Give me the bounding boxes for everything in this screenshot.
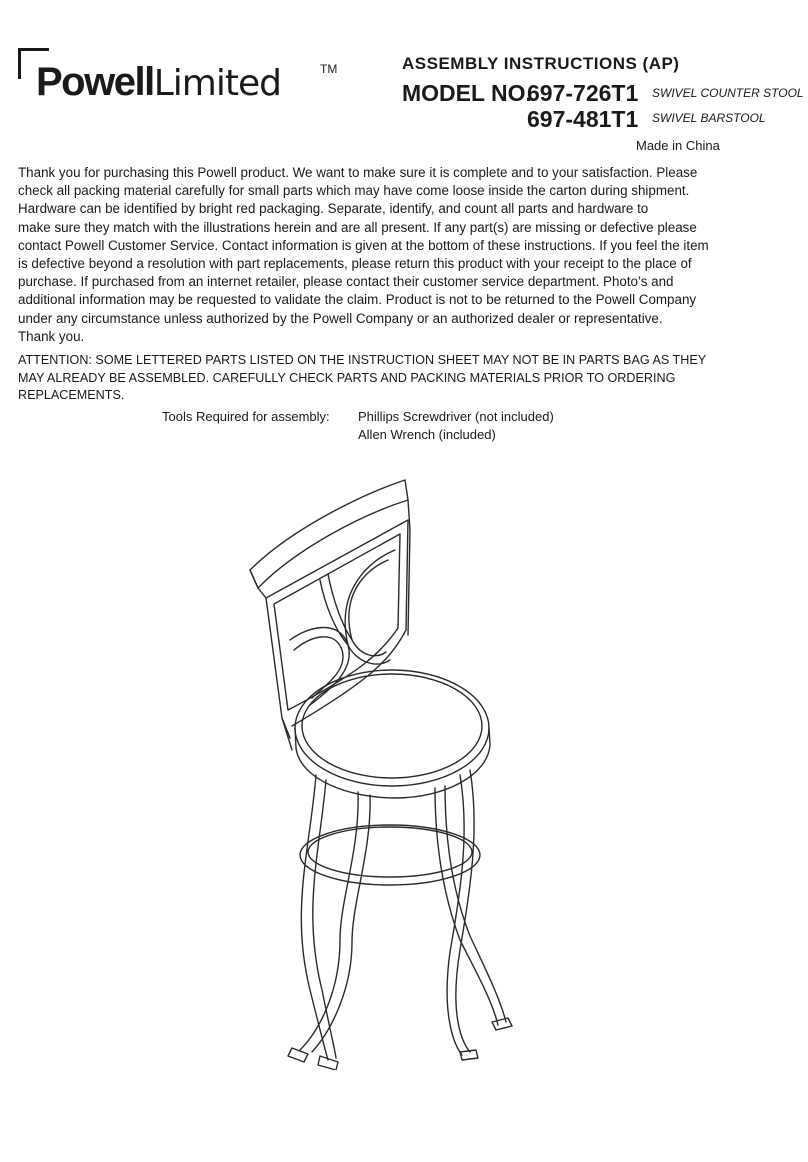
attention-line: ATTENTION: SOME LETTERED PARTS LISTED ON THE INSTRUCTION SHEET MAY NOT BE IN PARTS BAG AS THEY	[18, 353, 707, 367]
intro-line: Thank you for purchasing this Powell product. We want to make sure it is complete and to your satisfaction. Please	[18, 165, 698, 180]
intro-line: check all packing material carefully for small parts which may have come loose inside the carton during shipment.	[18, 183, 690, 199]
attention-line: MAY ALREADY BE ASSEMBLED. CAREFULLY CHECK PARTS AND PACKING MATERIALS PRIOR TO ORDERING	[18, 370, 676, 385]
logo-bold-text: Powell	[36, 60, 154, 104]
intro-line: make sure they match with the illustrations herein and are all present. If any part(s) are missing or defective please	[18, 219, 697, 235]
logo-trademark: TM	[320, 62, 338, 76]
swivel-stool-illustration	[230, 470, 530, 1070]
intro-line: Hardware can be identified by bright red packaging. Separate, identify, and count all parts and hardware to	[18, 201, 649, 217]
intro-line: purchase. If purchased from an internet retailer, please contact their customer service department. Photo’s and	[18, 274, 674, 290]
intro-line: under any circumstance unless authorized by the Powell Company or an authorized dealer or representative.	[18, 310, 663, 326]
logo-light-text: Limited	[153, 63, 281, 104]
powell-limited-logo	[18, 48, 348, 108]
model-type-2: SWIVEL BARSTOOL	[652, 111, 766, 125]
attention-notice	[18, 352, 778, 405]
attention-line: REPLACEMENTS.	[18, 388, 125, 402]
logo-wordmark	[36, 60, 281, 106]
intro-line: contact Powell Customer Service. Contact information is given at the bottom of these instructions. If you feel the item	[18, 237, 709, 253]
tools-required-label: Tools Required for assembly:	[162, 409, 330, 424]
intro-line: is defective beyond a resolution with part replacements, please return this product with your receipt to the place of	[18, 256, 692, 272]
intro-paragraph	[18, 164, 788, 346]
tool-item: Allen Wrench (included)	[358, 427, 496, 442]
intro-line: additional information may be requested to validate the claim. Product is not to be returned to the Powell Company	[18, 292, 697, 308]
model-number-2: 697-481T1	[527, 106, 639, 132]
model-number-label: MODEL NO.	[402, 80, 532, 106]
intro-line: Thank you.	[18, 328, 85, 344]
model-type-1: SWIVEL COUNTER STOOL	[652, 86, 804, 100]
tool-item: Phillips Screwdriver (not included)	[358, 409, 554, 424]
country-of-origin: Made in China	[636, 138, 720, 153]
document-title: ASSEMBLY INSTRUCTIONS (AP)	[402, 54, 680, 73]
model-number-1: 697-726T1	[527, 80, 639, 106]
